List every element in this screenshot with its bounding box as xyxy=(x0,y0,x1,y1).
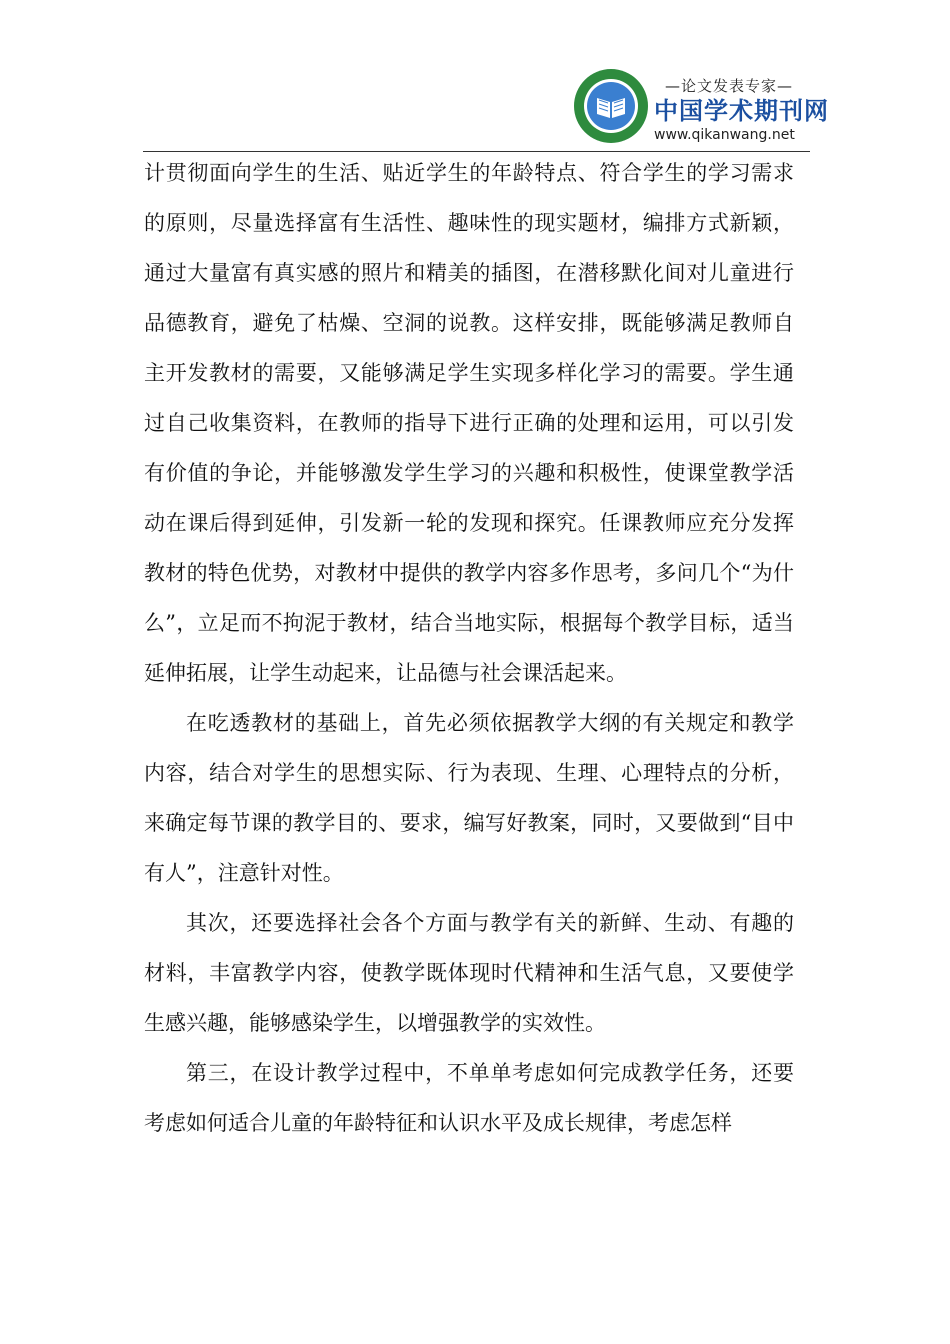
page-header xyxy=(0,0,950,155)
site-name: 中国学术期刊网 xyxy=(654,97,829,125)
paragraph: 第三，在设计教学过程中，不单单考虑如何完成教学任务，还要考虑如何适合儿童的年龄特征和认识水平及成长规律，考虑怎样 xyxy=(144,1061,794,1135)
document-body xyxy=(144,148,794,1148)
paragraph: 在吃透教材的基础上，首先必须依据教学大纲的有关规定和教学内容，结合对学生的思想实际、行为表现、生理、心理特点的分析，来确定每节课的教学目的、要求，编写好教案，同时，又要做到“目中有人”，注意针对性。 xyxy=(144,711,794,885)
site-url: www.qikanwang.net xyxy=(654,127,795,143)
site-logo xyxy=(573,68,649,144)
site-tagline: —论文发表专家— xyxy=(664,77,793,95)
paragraph: 其次，还要选择社会各个方面与教学有关的新鲜、生动、有趣的材料，丰富教学内容，使教学既体现时代精神和生活气息，又要使学生感兴趣，能够感染学生，以增强教学的实效性。 xyxy=(144,911,794,1035)
site-brand xyxy=(654,76,829,144)
paragraph: 计贯彻面向学生的生活、贴近学生的年龄特点、符合学生的学习需求的原则，尽量选择富有生活性、趣味性的现实题材，编排方式新颖，通过大量富有真实感的照片和精美的插图，在潜移默化间对儿童进行品德教育，避免了枯燥、空洞的说教。这样安排，既能够满足教师自主开发教材的需要，又能够满足学生实现多样化学习的需要。学生通过自己收集资料，在教师的指导下进行正确的处理和运用，可以引发有价值的争论，并能够激发学生学习的兴趣和积极性，使课堂教学活动在课后得到延伸，引发新一轮的发现和探究。任课教师应充分发挥教材的特色优势，对教材中提供的教学内容多作思考，多问几个“为什么”，立足而不拘泥于教材，结合当地实际，根据每个教学目标，适当延伸拓展，让学生动起来，让品德与社会课活起来。 xyxy=(144,161,794,685)
